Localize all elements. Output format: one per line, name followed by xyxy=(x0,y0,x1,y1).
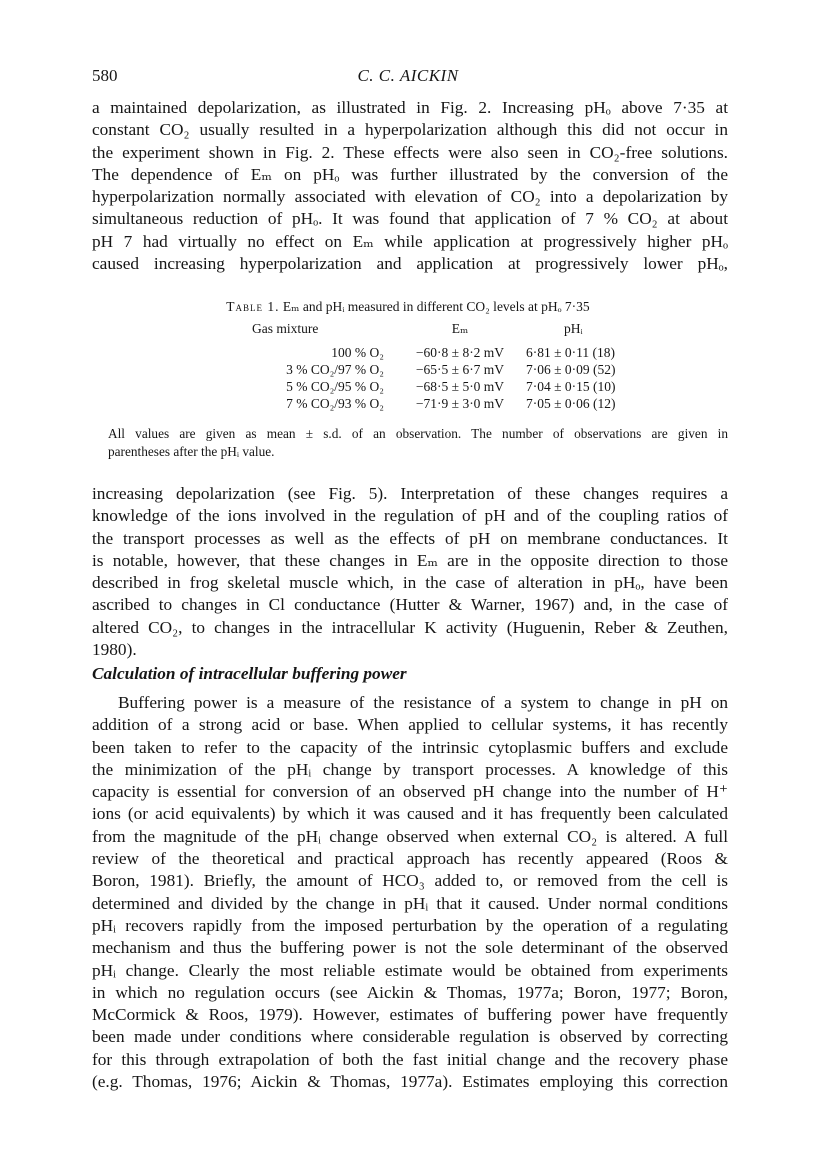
text-line: mechanism and thus the buffering power is not the sole determinant of the observed xyxy=(92,938,728,958)
table-note-line: All values are given as mean ± s.d. of an observation. The number of observations are given in xyxy=(108,426,728,441)
text-line: simultaneous reduction of pHₒ. It was found that application of 7 % CO₂ at about xyxy=(92,209,728,229)
table-cell: 7·05 ± 0·06 (12) xyxy=(526,395,616,411)
text-line: Buffering power is a measure of the resistance of a system to change in pH on xyxy=(118,693,728,712)
table-cell: 3 % CO₂/97 % O₂ xyxy=(286,361,384,377)
table-cell: −65·5 ± 6·7 mV xyxy=(415,361,505,377)
text-line: constant CO₂ usually resulted in a hyperpolarization although this did not occur in xyxy=(92,120,728,140)
text-line: pH 7 had virtually no effect on Eₘ while application at progressively higher pHₒ xyxy=(92,231,728,251)
paragraph-2 xyxy=(92,483,728,661)
text-line: been made under conditions where considerable regulation is observed by correcting xyxy=(92,1027,728,1047)
text-line: Boron, 1981). Briefly, the amount of HCO₃ added to, or removed from the cell is xyxy=(92,871,728,891)
table-caption-text: Eₘ and pHᵢ measured in different CO₂ levels at pHₒ 7·35 xyxy=(282,299,590,314)
text-line: ascribed to changes in Cl conductance (Hutter & Warner, 1967) and, in the case of xyxy=(92,595,728,615)
text-line: caused increasing hyperpolarization and application at progressively lower pHₒ, xyxy=(92,254,728,274)
table-cell: 100 % O₂ xyxy=(331,344,384,360)
text-line: knowledge of the ions involved in the regulation of pH and of the coupling ratios of xyxy=(92,506,728,526)
text-line: from the magnitude of the pHᵢ change observed when external CO₂ is altered. A full xyxy=(92,826,728,846)
table-note xyxy=(108,425,728,461)
table-caption xyxy=(0,299,816,315)
paragraph-1 xyxy=(92,97,728,275)
text-line: pHᵢ recovers rapidly from the imposed perturbation by the operation of a regulating xyxy=(92,915,728,935)
table-row xyxy=(232,361,636,378)
data-table xyxy=(232,321,636,412)
text-line: capacity is essential for conversion of an observed pH change into the number of H⁺ xyxy=(92,782,728,802)
table-cell: 6·81 ± 0·11 (18) xyxy=(526,344,616,360)
text-line: the transport processes as well as the effects of pH on membrane conductances. It xyxy=(92,528,728,548)
text-line: 1980). xyxy=(92,640,137,660)
running-head: C. C. AICKIN xyxy=(357,66,459,85)
text-line: (e.g. Thomas, 1976; Aickin & Thomas, 1977a). Estimates employing this correction xyxy=(92,1072,728,1092)
text-line: a maintained depolarization, as illustrated in Fig. 2. Increasing pHₒ above 7·35 at xyxy=(92,98,728,117)
table-row xyxy=(232,395,636,412)
text-line: The dependence of Eₘ on pHₒ was further illustrated by the conversion of the xyxy=(92,164,728,184)
table-cell: 7·06 ± 0·09 (52) xyxy=(526,361,616,377)
section-heading: Calculation of intracellular buffering power xyxy=(92,664,407,683)
text-line: determined and divided by the change in pHᵢ that it caused. Under normal conditions xyxy=(92,893,728,913)
text-line: altered CO₂, to changes in the intracellular K activity (Huguenin, Reber & Zeuthen, xyxy=(92,617,728,637)
table-cell: 7·04 ± 0·15 (10) xyxy=(526,378,616,394)
table-note-line: parentheses after the pHᵢ value. xyxy=(108,444,275,459)
text-line: hyperpolarization normally associated with elevation of CO₂ into a depolarization by xyxy=(92,187,728,207)
column-header-phi: pHᵢ xyxy=(564,321,583,336)
text-line: been taken to refer to the capacity of the intrinsic cytoplasmic buffers and exclude xyxy=(92,737,728,757)
text-line: review of the theoretical and practical approach has recently appeared (Roos & xyxy=(92,849,728,869)
table-cell: 5 % CO₂/95 % O₂ xyxy=(286,378,384,394)
text-line: for this through extrapolation of both the fast initial change and the recovery phase xyxy=(92,1049,728,1069)
table-cell: −68·5 ± 5·0 mV xyxy=(415,378,505,394)
text-line: addition of a strong acid or base. When applied to cellular systems, it has recently xyxy=(92,715,728,735)
table-cell: 7 % CO₂/93 % O₂ xyxy=(286,395,384,411)
column-header-gas-mixture: Gas mixture xyxy=(252,321,319,336)
text-line: is notable, however, that these changes in Eₘ are in the opposite direction to those xyxy=(92,550,728,570)
table-cell: −60·8 ± 8·2 mV xyxy=(415,344,505,360)
text-line: the minimization of the pHᵢ change by transport processes. A knowledge of this xyxy=(92,759,728,779)
text-line: pHᵢ change. Clearly the most reliable estimate would be obtained from experiments xyxy=(92,960,728,980)
table-cell: −71·9 ± 3·0 mV xyxy=(415,395,505,411)
page-number: 580 xyxy=(92,66,118,85)
table-header-row xyxy=(232,321,636,344)
text-line: ions (or acid equivalents) by which it was caused and it has frequently been calculated xyxy=(92,804,728,824)
text-line: McCormick & Roos, 1979). However, estimates of buffering power have frequently xyxy=(92,1005,728,1025)
column-header-em: Eₘ xyxy=(451,321,469,336)
text-line: described in frog skeletal muscle which, in the case of alteration in pHₒ, have been xyxy=(92,573,728,593)
text-line: the experiment shown in Fig. 2. These effects were also seen in CO₂-free solutions. xyxy=(92,142,728,162)
table-row xyxy=(232,344,636,361)
table-row xyxy=(232,378,636,395)
text-line: in which no regulation occurs (see Aickin & Thomas, 1977a; Boron, 1977; Boron, xyxy=(92,982,728,1002)
text-line: increasing depolarization (see Fig. 5). Interpretation of these changes requires a xyxy=(92,484,728,503)
paragraph-3 xyxy=(92,692,728,1093)
table-caption-label: Table 1. xyxy=(226,299,280,314)
